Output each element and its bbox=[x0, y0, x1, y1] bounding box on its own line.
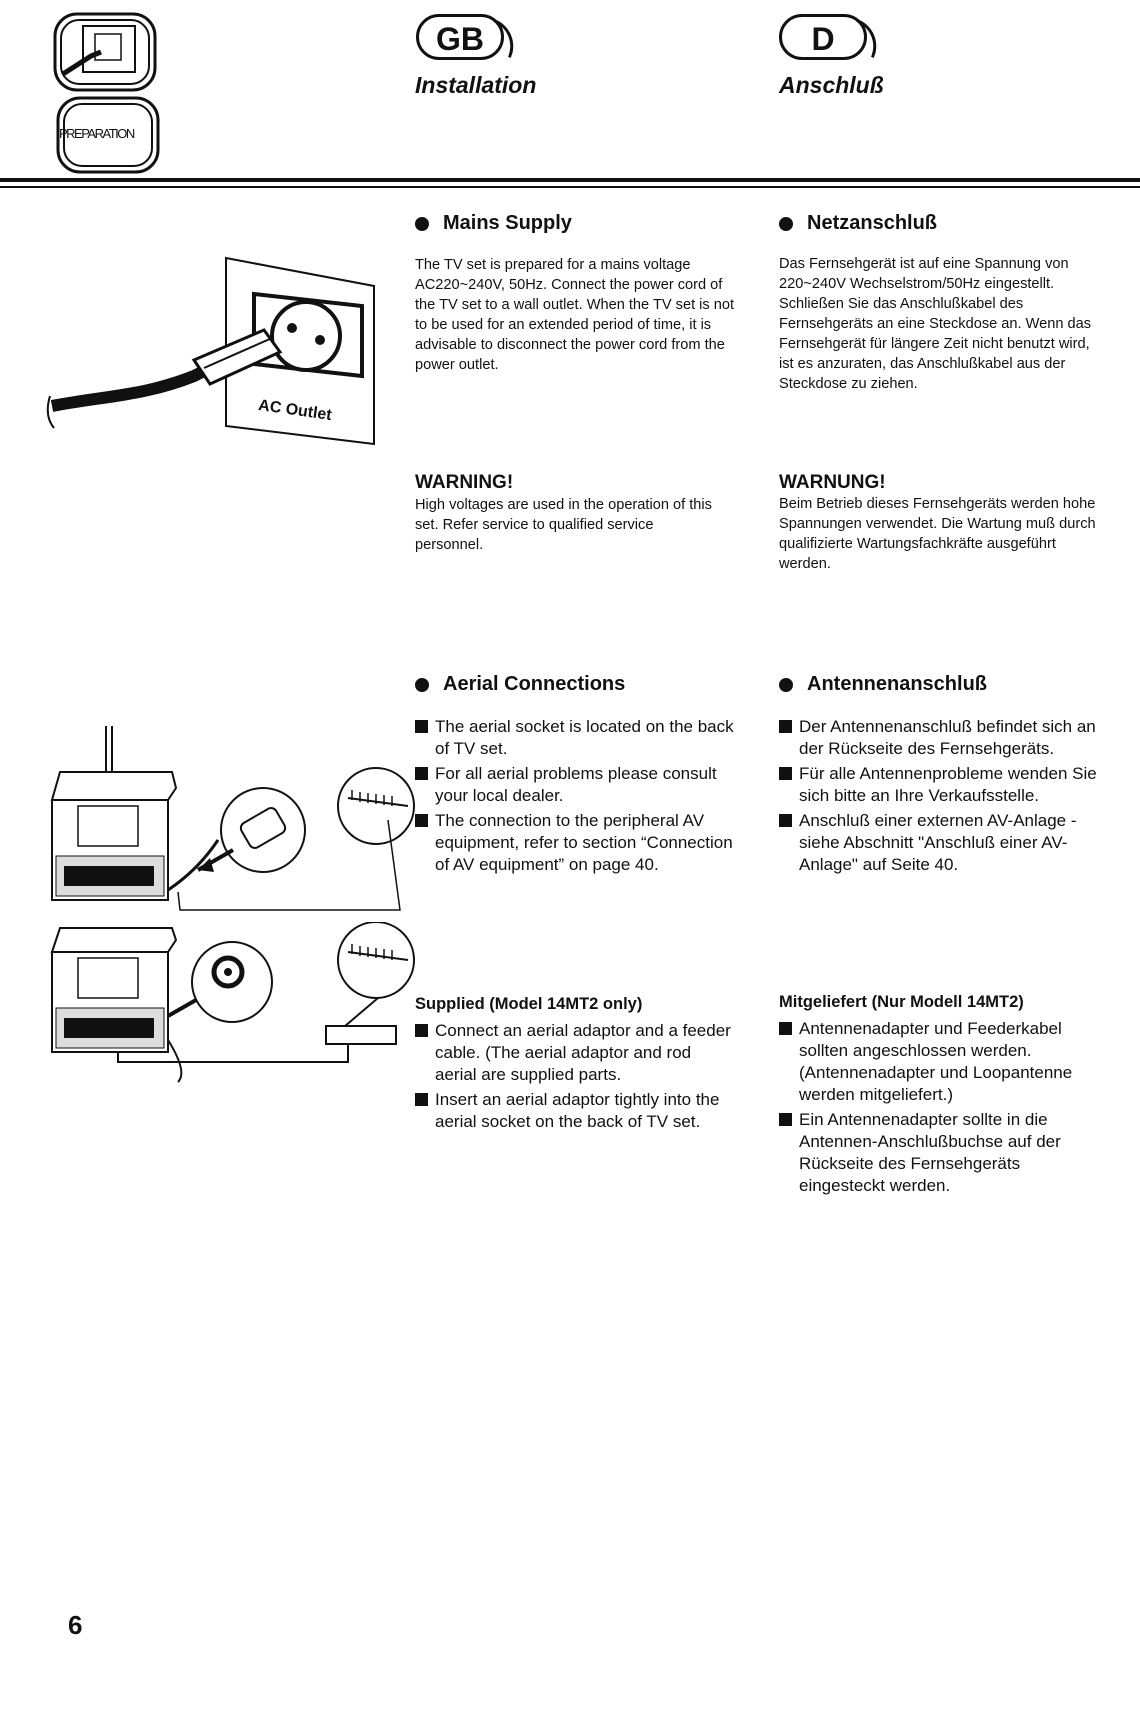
warning-text-d: Beim Betrieb dieses Fernsehgeräts werden hohe Spannungen verwendet. Die Wartung muß durch qualifizierte Wartungsfachkräfte ausgeführt werden. bbox=[779, 496, 1096, 572]
list-item: The aerial socket is located on the back of TV set. bbox=[415, 716, 735, 760]
lang-badge-d: D bbox=[779, 14, 867, 60]
lang-badge-gb: GB bbox=[416, 14, 504, 60]
aerial-connections-heading bbox=[415, 673, 625, 696]
supplied-heading-gb: Supplied (Model 14MT2 only) bbox=[415, 995, 643, 1013]
netzanschluss-title: Netzanschluß bbox=[807, 212, 938, 234]
list-item: The connection to the peripheral AV equipment, refer to section “Connection of AV equipment” on page 40. bbox=[415, 810, 735, 876]
supplied-heading-d: Mitgeliefert (Nur Modell 14MT2) bbox=[779, 993, 1024, 1011]
aerial-list-d bbox=[779, 716, 1099, 879]
supplied-list-d bbox=[779, 1018, 1099, 1200]
warning-text-gb: High voltages are used in the operation of this set. Refer service to qualified service personnel. bbox=[415, 497, 712, 553]
ac-outlet-label: AC Outlet bbox=[257, 396, 333, 425]
ac-outlet-tab-icon bbox=[53, 12, 157, 92]
warning-heading-d: WARNUNG! bbox=[779, 472, 886, 493]
netzanschluss-heading bbox=[779, 212, 937, 235]
bullet-dot-icon bbox=[415, 678, 429, 692]
list-item: For all aerial problems please consult your local dealer. bbox=[415, 763, 735, 807]
bullet-dot-icon bbox=[779, 678, 793, 692]
aerial-connection-figure-1 bbox=[48, 720, 420, 920]
netzanschluss-text: Das Fernsehgerät ist auf eine Spannung von 220~240V Wechselstrom/50Hz eingestellt. Schließen Sie das Anschlußkabel des Fernsehgeräts an eine Steckdose an. Wenn das Fernsehgerät für längere Zeit nicht benutzt wird, ist es anzuraten, das Anschlußkabel aus der Steckdose zu ziehen. bbox=[779, 256, 1092, 392]
warning-heading-gb: WARNING! bbox=[415, 472, 514, 493]
ac-outlet-figure bbox=[44, 256, 380, 448]
list-item: Der Antennenanschluß befindet sich an der Rückseite des Fernsehgeräts. bbox=[779, 716, 1099, 760]
preparation-label: PREPARATION bbox=[59, 126, 134, 141]
antennenanschluss-heading bbox=[779, 673, 987, 696]
page-number: 6 bbox=[68, 1610, 83, 1640]
mains-supply-text: The TV set is prepared for a mains voltage AC220~240V, 50Hz. Connect the power cord of the TV set to a wall outlet. When the TV set is not to be used for an extended period of time, it is advisable to disconnect the power cord from the power outlet. bbox=[415, 257, 735, 373]
title-installation: Installation bbox=[415, 72, 537, 98]
bullet-dot-icon bbox=[779, 217, 793, 231]
supplied-list-gb bbox=[415, 1020, 735, 1136]
aerial-connection-figure-2 bbox=[48, 922, 420, 1092]
list-item: Insert an aerial adaptor tightly into the aerial socket on the back of TV set. bbox=[415, 1089, 735, 1133]
list-item: Connect an aerial adaptor and a feeder cable. (The aerial adaptor and rod aerial are supplied parts. bbox=[415, 1020, 735, 1086]
list-item: Anschluß einer externen AV-Anlage - siehe Abschnitt "Anschluß einer AV-Anlage" auf Seite 40. bbox=[779, 810, 1099, 876]
list-item: Antennenadapter und Feederkabel sollten angeschlossen werden. (Antennenadapter und Loopantenne werden mitgeliefert.) bbox=[779, 1018, 1099, 1106]
bullet-dot-icon bbox=[415, 217, 429, 231]
aerial-connections-title: Aerial Connections bbox=[443, 673, 626, 695]
list-item: Ein Antennenadapter sollte in die Antennen-Anschlußbuchse auf der Rückseite des Fernsehgeräts eingesteckt werden. bbox=[779, 1109, 1099, 1197]
header-rule bbox=[0, 178, 1140, 182]
aerial-list-gb bbox=[415, 716, 735, 879]
title-anschluss: Anschluß bbox=[779, 72, 884, 98]
list-item: Für alle Antennenprobleme wenden Sie sich bitte an Ihre Verkaufsstelle. bbox=[779, 763, 1099, 807]
mains-supply-title: Mains Supply bbox=[443, 212, 572, 234]
header-rule-thin bbox=[0, 186, 1140, 188]
antennenanschluss-title: Antennenanschluß bbox=[807, 673, 988, 695]
mains-supply-heading bbox=[415, 212, 572, 235]
preparation-tab-icon bbox=[56, 96, 160, 174]
